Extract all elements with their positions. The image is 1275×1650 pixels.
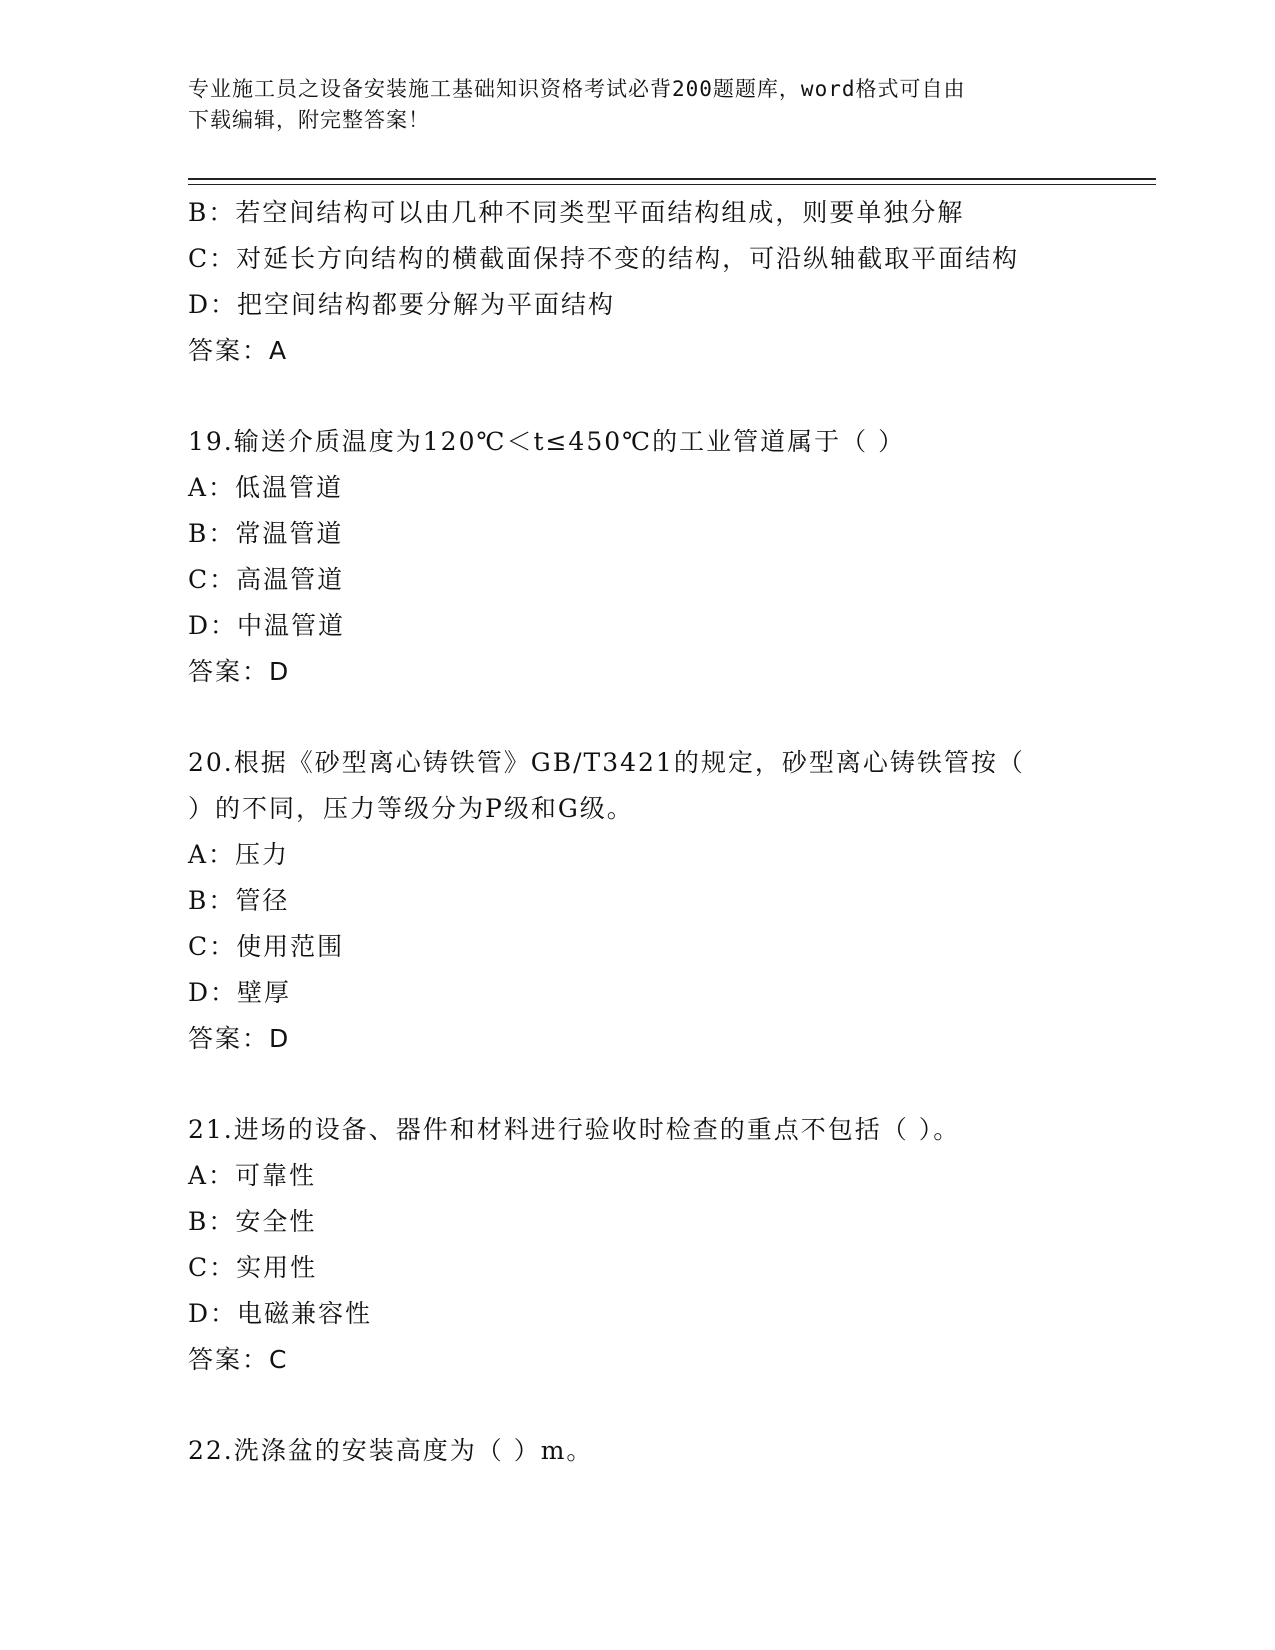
header-divider-thin [188, 184, 1156, 185]
option-b: B：若空间结构可以由几种不同类型平面结构组成，则要单独分解 [188, 198, 965, 227]
option-c: C：高温管道 [188, 565, 345, 594]
option-d: D：电磁兼容性 [188, 1299, 373, 1328]
option-d: D：把空间结构都要分解为平面结构 [188, 290, 616, 319]
answer-line: 答案：D [188, 1024, 291, 1053]
question-block-20 [188, 740, 1148, 1062]
header-line-1: 专业施工员之设备安装施工基础知识资格考试必背200题题库，word格式可自由 [188, 77, 966, 101]
option-d: D：壁厚 [188, 978, 292, 1007]
question-text: 22.洗涤盆的安装高度为（ ）m。 [188, 1436, 594, 1465]
question-block-22 [188, 1428, 1148, 1474]
question-block-21 [188, 1107, 1148, 1383]
option-b: B：管径 [188, 886, 290, 915]
question-text-continued: ）的不同，压力等级分为P级和G级。 [188, 794, 634, 823]
question-block-19 [188, 419, 1148, 695]
option-a: A：低温管道 [188, 473, 344, 502]
option-a: A：可靠性 [188, 1161, 317, 1190]
question-list [188, 190, 1148, 1474]
option-c: C：对延长方向结构的横截面保持不变的结构，可沿纵轴截取平面结构 [188, 244, 1020, 273]
option-b: B：常温管道 [188, 519, 344, 548]
answer-line: 答案：A [188, 336, 289, 365]
question-block-18 [188, 190, 1148, 374]
option-b: B：安全性 [188, 1207, 317, 1236]
option-c: C：使用范围 [188, 932, 345, 961]
header-divider-thick [188, 178, 1156, 180]
option-c: C：实用性 [188, 1253, 318, 1282]
answer-line: 答案：D [188, 657, 291, 686]
question-text: 20.根据《砂型离心铸铁管》GB/T3421的规定，砂型离心铸铁管按（ [188, 748, 1025, 777]
question-text: 21.进场的设备、器件和材料进行验收时检查的重点不包括（ ）。 [188, 1115, 961, 1144]
option-a: A：压力 [188, 840, 290, 869]
question-text: 19.输送介质温度为120℃＜t≤450℃的工业管道属于（ ） [188, 427, 906, 456]
option-d: D：中温管道 [188, 611, 346, 640]
document-header [188, 74, 1088, 136]
answer-line: 答案：C [188, 1345, 289, 1374]
header-line-2: 下载编辑，附完整答案！ [188, 108, 430, 132]
